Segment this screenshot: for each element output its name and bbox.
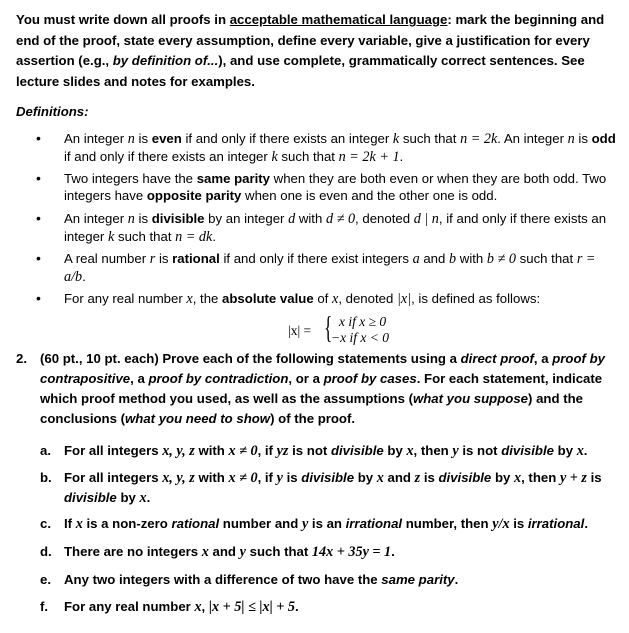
bullet-icon: • <box>36 250 41 266</box>
formula-case-1: x if x ≥ 0 <box>339 314 387 329</box>
statement-label: c. <box>40 516 51 531</box>
statement-label: d. <box>40 544 52 559</box>
question-number: 2. <box>16 351 27 366</box>
formula-case-2: −x if x < 0 <box>331 330 389 345</box>
statement-label: e. <box>40 572 51 587</box>
statement-text: For any real number x, |x + 5| ≤ |x| + 5. <box>64 599 299 615</box>
formula-lhs: |x| = <box>288 323 312 338</box>
definition-text: An integer n is even if and only if there exists an integer k such that n = 2k. An integer n is odd if and only if there exists an integer k such that n = 2k + 1. <box>64 131 616 165</box>
definition-text: For any real number x, the absolute value of x, denoted |x|, is defined as follows: <box>64 291 541 307</box>
bullet-icon: • <box>36 170 41 186</box>
intro-text: : mark the beginning and end of the proof, state every assumption, define every variable, give a justification for every assertion (e.g., <box>16 12 605 68</box>
statement-text: Any two integers with a difference of two have the same parity. <box>64 572 459 587</box>
intro-italic: by definition of... <box>112 53 219 68</box>
intro-text: You must write down all proofs in <box>16 12 230 27</box>
question-2-prompt: (60 pt., 10 pt. each) Prove each of the following statements using a direct proof, a proof by contrapositive, a proof by contradiction, or a proof by cases. For each statement, indicate which proof method you used, as well as the assumptions (what you suppose) and the conclusions (what you need to show) of the proof. <box>40 351 605 426</box>
statement-text: For all integers x, y, z with x ≠ 0, if yz is not divisible by x, then y is not divisible by x. <box>64 443 588 459</box>
statement-text: If x is a non-zero rational number and y is an irrational number, then y/x is irrational. <box>64 516 588 532</box>
bullet-icon: • <box>36 210 41 226</box>
statement-text: There are no integers x and y such that 14x + 35y = 1. <box>64 544 395 560</box>
statement-label: b. <box>40 470 52 485</box>
intro-underlined: acceptable mathematical language <box>229 12 448 27</box>
statement-label: f. <box>40 599 49 614</box>
bullet-icon: • <box>36 290 41 306</box>
instructions-paragraph <box>16 10 620 92</box>
definitions-heading: Definitions: <box>16 104 89 119</box>
intro-text: ), and use complete, grammatically correct sentences. See lecture slides and notes for examples. <box>16 53 585 89</box>
definition-text: Two integers have the same parity when they are both even or when they are both odd. Two integers have opposite parity when one is even and the other one is odd. <box>64 171 607 203</box>
brace-glyph: { <box>324 309 333 345</box>
definition-text: An integer n is divisible by an integer d with d ≠ 0, denoted d | n, if and only if there exists an integer k such that n = dk. <box>64 211 607 245</box>
statement-text: For all integers x, y, z with x ≠ 0, if y is divisible by x and z is divisible by x, then y + z is divisible by x. <box>64 470 602 506</box>
statement-label: a. <box>40 443 51 458</box>
definition-text: A real number r is rational if and only if there exist integers a and b with b ≠ 0 such that r = a/b. <box>64 251 596 285</box>
bullet-icon: • <box>36 130 41 146</box>
